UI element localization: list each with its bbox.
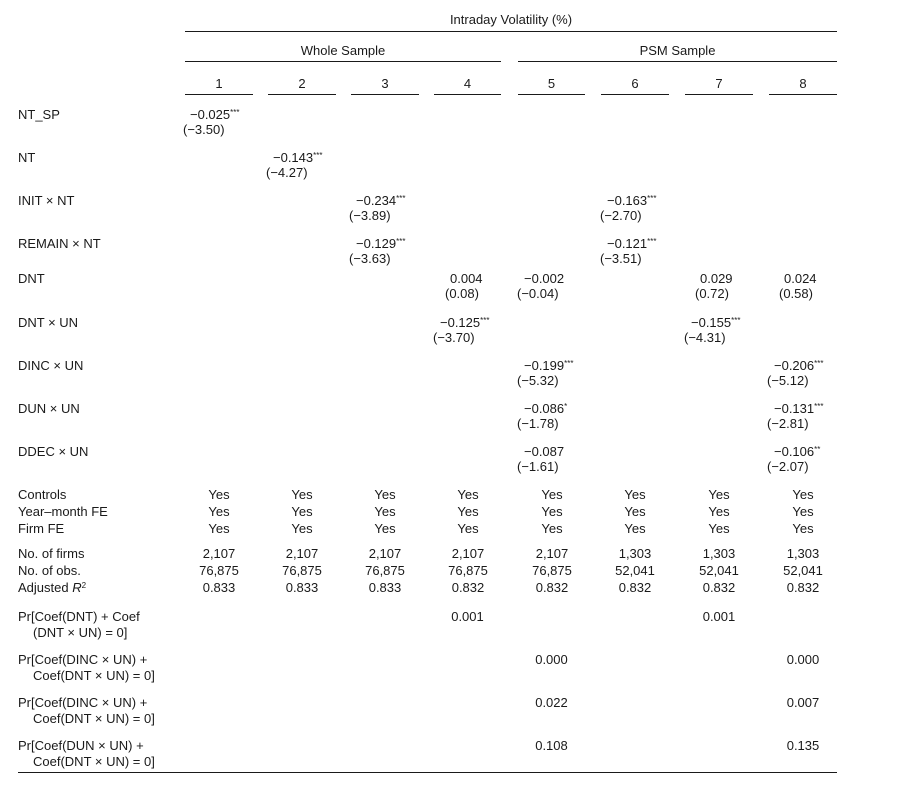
row-label-year-month-fe: Year–month FE (18, 504, 108, 519)
year-month-fe-c2: Yes (291, 504, 313, 519)
top-rule (185, 31, 837, 32)
controls-c2: Yes (291, 487, 313, 502)
coef-nt-c2: −0.143*** (273, 150, 323, 165)
firm-fe-c5: Yes (541, 521, 563, 536)
stat-r2-c6: 0.832 (618, 580, 652, 595)
row-label-adj-r2: Adjusted $R^2$ (18, 580, 87, 595)
year-month-fe-c8: Yes (792, 504, 814, 519)
stat-r2-c2: 0.833 (285, 580, 319, 595)
col-header-3: 3 (381, 76, 389, 91)
col-header-7: 7 (715, 76, 723, 91)
coef-dnt-c5: −0.002 (524, 271, 565, 286)
group-header-whole: Whole Sample (300, 43, 386, 58)
test-2-c8: 0.000 (786, 652, 820, 667)
coef-dnt-c4: 0.004 (450, 271, 483, 286)
row-label-dinc-un: DINC × UN (18, 358, 84, 373)
table-title: Intraday Volatility (%) (449, 12, 573, 27)
test-2-label-line1: Pr[Coef(DINC × UN) + (18, 652, 148, 667)
row-label-dnt-un: DNT × UN (18, 315, 79, 330)
test-3-c5: 0.022 (535, 695, 568, 710)
test-1-label-line2: (DNT × UN) = 0] (33, 625, 128, 640)
controls-c3: Yes (374, 487, 396, 502)
stat-firms-c4: 2,107 (451, 546, 485, 561)
coef-dnt-c7: 0.029 (700, 271, 733, 286)
coef-dun-un-c5: −0.086* (524, 401, 568, 416)
firm-fe-c4: Yes (457, 521, 479, 536)
stat-firms-c3: 2,107 (368, 546, 402, 561)
stat-obs-c2: 76,875 (282, 563, 322, 578)
row-label-nt: NT (18, 150, 36, 165)
firm-fe-c1: Yes (208, 521, 230, 536)
year-month-fe-c4: Yes (457, 504, 479, 519)
stat-obs-c4: 76,875 (448, 563, 488, 578)
coef-init-nt-c6: −0.163*** (607, 193, 657, 208)
year-month-fe-c7: Yes (708, 504, 730, 519)
firm-fe-c8: Yes (792, 521, 814, 536)
col-rule-6 (601, 94, 669, 95)
controls-c7: Yes (708, 487, 730, 502)
coef-remain-nt-c3: −0.129*** (356, 236, 406, 251)
row-label-dnt: DNT (18, 271, 45, 286)
group-rule-psm (518, 61, 837, 62)
row-label-remain-nt: REMAIN × NT (18, 236, 101, 251)
firm-fe-c3: Yes (374, 521, 396, 536)
coef-nt-sp-c1: −0.025*** (190, 107, 240, 122)
col-rule-4 (434, 94, 501, 95)
coef-dnt-un-c4: −0.125*** (440, 315, 490, 330)
stat-r2-c3: 0.833 (368, 580, 402, 595)
stat-obs-c8: 52,041 (783, 563, 823, 578)
row-label-dun-un: DUN × UN (18, 401, 80, 416)
test-3-label-line1: Pr[Coef(DINC × UN) + (18, 695, 148, 710)
tstat-dinc-un-c8: (−5.12) (767, 373, 809, 388)
col-header-5: 5 (547, 76, 556, 91)
col-rule-8 (769, 94, 837, 95)
row-label-ddec-un: DDEC × UN (18, 444, 89, 459)
year-month-fe-c1: Yes (208, 504, 230, 519)
coef-ddec-un-c5: −0.087 (524, 444, 565, 459)
bottom-rule (18, 772, 837, 773)
coef-dun-un-c8: −0.131*** (774, 401, 824, 416)
tstat-ddec-un-c5: (−1.61) (517, 459, 559, 474)
controls-c4: Yes (457, 487, 479, 502)
tstat-remain-nt-c6: (−3.51) (600, 251, 642, 266)
tstat-nt-sp-c1: (−3.50) (183, 122, 225, 137)
col-rule-1 (185, 94, 253, 95)
test-1-label-line1: Pr[Coef(DNT) + Coef (18, 609, 140, 624)
year-month-fe-c5: Yes (541, 504, 563, 519)
test-4-c8: 0.135 (786, 738, 820, 753)
firm-fe-c6: Yes (624, 521, 646, 536)
stat-firms-c1: 2,107 (202, 546, 236, 561)
tstat-ddec-un-c8: (−2.07) (767, 459, 809, 474)
tstat-dnt-c4: (0.08) (445, 286, 479, 301)
group-rule-whole (185, 61, 501, 62)
row-label-no-obs: No. of obs. (18, 563, 81, 578)
test-3-c8: 0.007 (786, 695, 820, 710)
col-header-1: 1 (215, 76, 223, 91)
col-header-8: 8 (799, 76, 807, 91)
coef-init-nt-c3: −0.234*** (356, 193, 406, 208)
row-label-controls: Controls (18, 487, 67, 502)
test-4-c5: 0.108 (535, 738, 568, 753)
row-label-firm-fe: Firm FE (18, 521, 65, 536)
stat-r2-c8: 0.832 (786, 580, 820, 595)
controls-c1: Yes (208, 487, 230, 502)
year-month-fe-c6: Yes (624, 504, 646, 519)
col-rule-3 (351, 94, 419, 95)
col-header-2: 2 (298, 76, 306, 91)
tstat-dun-un-c5: (−1.78) (517, 416, 559, 431)
tstat-dnt-c8: (0.58) (779, 286, 813, 301)
tstat-init-nt-c6: (−2.70) (600, 208, 642, 223)
col-rule-7 (685, 94, 753, 95)
stat-obs-c1: 76,875 (199, 563, 239, 578)
stat-r2-c7: 0.832 (702, 580, 736, 595)
tstat-init-nt-c3: (−3.89) (349, 208, 391, 223)
row-label-nt-sp: NT_SP (18, 107, 60, 122)
stat-firms-c2: 2,107 (285, 546, 319, 561)
coef-dnt-c8: 0.024 (784, 271, 817, 286)
group-header-psm: PSM Sample (639, 43, 716, 58)
controls-c6: Yes (624, 487, 646, 502)
tstat-remain-nt-c3: (−3.63) (349, 251, 391, 266)
stat-r2-c4: 0.832 (451, 580, 485, 595)
year-month-fe-c3: Yes (374, 504, 396, 519)
stat-obs-c3: 76,875 (365, 563, 405, 578)
row-label-init-nt: INIT × NT (18, 193, 75, 208)
test-3-label-line2: Coef(DNT × UN) = 0] (33, 711, 155, 726)
firm-fe-c2: Yes (291, 521, 313, 536)
coef-dinc-un-c5: −0.199*** (524, 358, 574, 373)
coef-remain-nt-c6: −0.121*** (607, 236, 657, 251)
test-4-label-line2: Coef(DNT × UN) = 0] (33, 754, 155, 769)
tstat-nt-c2: (−4.27) (266, 165, 308, 180)
stat-obs-c6: 52,041 (615, 563, 655, 578)
row-label-no-firms: No. of firms (18, 546, 85, 561)
tstat-dnt-un-c4: (−3.70) (433, 330, 475, 345)
col-header-4: 4 (463, 76, 472, 91)
test-1-c7: 0.001 (702, 609, 736, 624)
stat-firms-c7: 1,303 (702, 546, 736, 561)
firm-fe-c7: Yes (708, 521, 730, 536)
stat-r2-c5: 0.832 (535, 580, 569, 595)
col-header-6: 6 (631, 76, 639, 91)
stat-firms-c5: 2,107 (535, 546, 569, 561)
stat-obs-c5: 76,875 (532, 563, 572, 578)
stat-firms-c8: 1,303 (786, 546, 820, 561)
tstat-dun-un-c8: (−2.81) (767, 416, 809, 431)
controls-c8: Yes (792, 487, 814, 502)
col-rule-5 (518, 94, 585, 95)
col-rule-2 (268, 94, 336, 95)
tstat-dnt-un-c7: (−4.31) (684, 330, 726, 345)
tstat-dnt-c5: (−0.04) (517, 286, 559, 301)
controls-c5: Yes (541, 487, 563, 502)
test-2-c5: 0.000 (535, 652, 568, 667)
tstat-dnt-c7: (0.72) (695, 286, 729, 301)
stat-firms-c6: 1,303 (618, 546, 652, 561)
test-2-label-line2: Coef(DNT × UN) = 0] (33, 668, 155, 683)
coef-dnt-un-c7: −0.155*** (691, 315, 741, 330)
coef-dinc-un-c8: −0.206*** (774, 358, 824, 373)
test-1-c4: 0.001 (451, 609, 484, 624)
test-4-label-line1: Pr[Coef(DUN × UN) + (18, 738, 144, 753)
tstat-dinc-un-c5: (−5.32) (517, 373, 559, 388)
stat-r2-c1: 0.833 (202, 580, 236, 595)
stat-obs-c7: 52,041 (699, 563, 739, 578)
coef-ddec-un-c8: −0.106** (774, 444, 821, 459)
